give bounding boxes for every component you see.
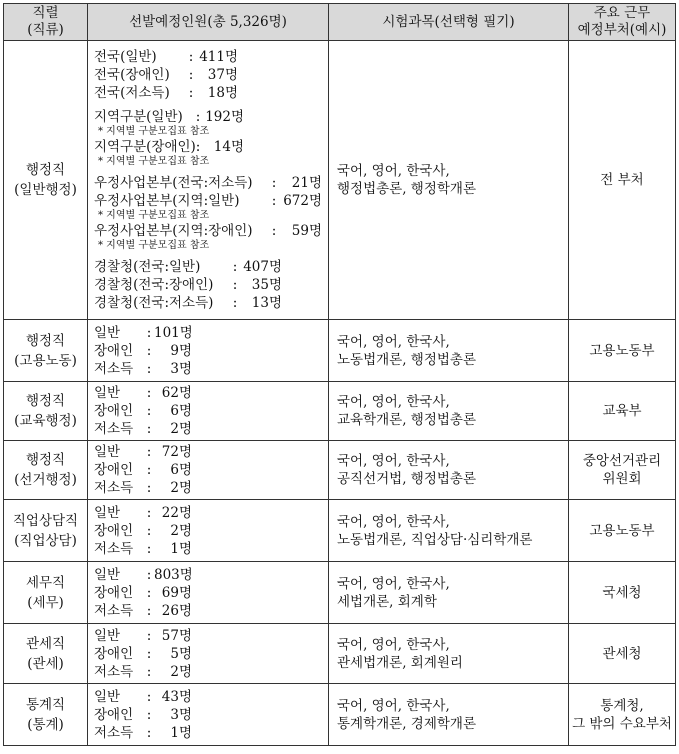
department-cell: 관세청 <box>569 624 676 684</box>
department-cell: 전 부처 <box>569 41 676 320</box>
quota-line: 저소득 : 26명 <box>94 602 192 619</box>
quota-line: 저소득 : 2명 <box>94 421 192 437</box>
category-cell: 세무직 (세무) <box>4 562 88 624</box>
category-cell: 행정직 (일반행정) <box>4 41 88 320</box>
category-cell: 관세직 (관세) <box>4 624 88 684</box>
department-cell: 고용노동부 <box>569 500 676 562</box>
quota-line: 장애인 : 5명 <box>94 645 192 662</box>
quota-line: 일반 : 803명 <box>94 566 193 583</box>
quota-line: 일반 : 101명 <box>94 324 193 341</box>
table-row <box>4 684 676 746</box>
department-cell: 통계청, 그 밖의 수요부처 <box>569 684 676 746</box>
department-cell: 고용노동부 <box>569 320 676 382</box>
table-row <box>4 624 676 684</box>
quota-cell <box>88 562 329 624</box>
quota-cell <box>88 684 329 746</box>
quota-line: 장애인 : 6명 <box>94 403 192 419</box>
quota-cell <box>88 624 329 684</box>
quota-line: 일반 : 57명 <box>94 627 192 644</box>
regional-note: * 지역별 구분모집표 참조 <box>98 126 210 137</box>
quota-line: 장애인 : 2명 <box>94 522 192 539</box>
quota-line: 우정사업본부(지역:일반) : 672명 <box>94 193 322 209</box>
subjects-cell: 국어, 영어, 한국사, 노동법개론, 직업상담·심리학개론 <box>329 500 569 562</box>
table-row <box>4 382 676 441</box>
quota-line: 지역구분(장애인) : 14명 <box>94 139 244 155</box>
subjects-cell: 국어, 영어, 한국사, 교육학개론, 행정법총론 <box>329 382 569 441</box>
subjects-cell: 국어, 영어, 한국사, 통계학개론, 경제학개론 <box>329 684 569 746</box>
quota-line: 우정사업본부(지역:장애인) : 59명 <box>94 223 322 239</box>
quota-line: 저소득 : 2명 <box>94 663 192 680</box>
quota-line: 저소득 : 1명 <box>94 724 192 741</box>
subjects-cell: 국어, 영어, 한국사, 세법개론, 회계학 <box>329 562 569 624</box>
quota-line: 일반 : 22명 <box>94 504 192 521</box>
quota-line: 저소득 : 1명 <box>94 540 192 557</box>
quota-line: 경찰청(전국:저소득) : 13명 <box>94 295 282 311</box>
subjects-cell: 국어, 영어, 한국사, 공직선거법, 행정법총론 <box>329 441 569 500</box>
quota-line: 우정사업본부(전국:저소득) : 21명 <box>94 175 322 191</box>
table-row <box>4 562 676 624</box>
quota-cell <box>88 41 329 320</box>
quota-line: 일반 : 62명 <box>94 385 192 401</box>
quota-cell <box>88 382 329 441</box>
quota-line: 장애인 : 69명 <box>94 584 192 601</box>
quota-cell <box>88 500 329 562</box>
regional-note: * 지역별 구분모집표 참조 <box>98 156 210 167</box>
category-cell: 행정직 (교육행정) <box>4 382 88 441</box>
quota-line: 전국(저소득) : 18명 <box>94 85 238 101</box>
table-row-general-admin <box>4 41 676 320</box>
subjects-cell: 국어, 영어, 한국사, 행정법총론, 행정학개론 <box>329 41 569 320</box>
department-cell: 국세청 <box>569 562 676 624</box>
header-row <box>4 4 676 41</box>
category-cell: 직업상담직 (직업상담) <box>4 500 88 562</box>
quota-line: 장애인 : 3명 <box>94 706 192 723</box>
quota-line: 장애인 : 9명 <box>94 342 192 359</box>
recruitment-table <box>3 3 676 746</box>
table-row <box>4 441 676 500</box>
header-subjects: 시험과목(선택형 필기) <box>329 4 569 41</box>
header-quota: 선발예정인원(총 5,326명) <box>88 4 329 41</box>
department-cell: 교육부 <box>569 382 676 441</box>
quota-cell <box>88 320 329 382</box>
rows-body <box>4 320 676 746</box>
quota-line: 일반 : 72명 <box>94 444 192 460</box>
table-row <box>4 320 676 382</box>
quota-line: 전국(일반) : 411명 <box>94 49 238 65</box>
quota-line: 경찰청(전국:일반) : 407명 <box>94 259 282 275</box>
quota-cell <box>88 441 329 500</box>
category-cell: 행정직 (선거행정) <box>4 441 88 500</box>
quota-line: 경찰청(전국:장애인) : 35명 <box>94 277 282 293</box>
quota-line: 일반 : 43명 <box>94 688 192 705</box>
quota-line: 저소득 : 3명 <box>94 360 192 377</box>
category-cell: 행정직 (고용노동) <box>4 320 88 382</box>
quota-line: 장애인 : 6명 <box>94 462 192 478</box>
quota-line: 전국(장애인) : 37명 <box>94 67 238 83</box>
subjects-cell: 국어, 영어, 한국사, 노동법개론, 행정법총론 <box>329 320 569 382</box>
category-cell: 통계직 (통계) <box>4 684 88 746</box>
subjects-cell: 국어, 영어, 한국사, 관세법개론, 회계원리 <box>329 624 569 684</box>
department-cell: 중앙선거관리 위원회 <box>569 441 676 500</box>
header-category: 직렬 (직류) <box>4 4 88 41</box>
regional-note: * 지역별 구분모집표 참조 <box>98 210 210 221</box>
regional-note: * 지역별 구분모집표 참조 <box>98 240 210 251</box>
table-row <box>4 500 676 562</box>
quota-line: 저소득 : 2명 <box>94 480 192 496</box>
header-department: 주요 근무 예정부처(예시) <box>569 4 676 41</box>
quota-line: 지역구분(일반) : 192명 <box>94 109 244 125</box>
